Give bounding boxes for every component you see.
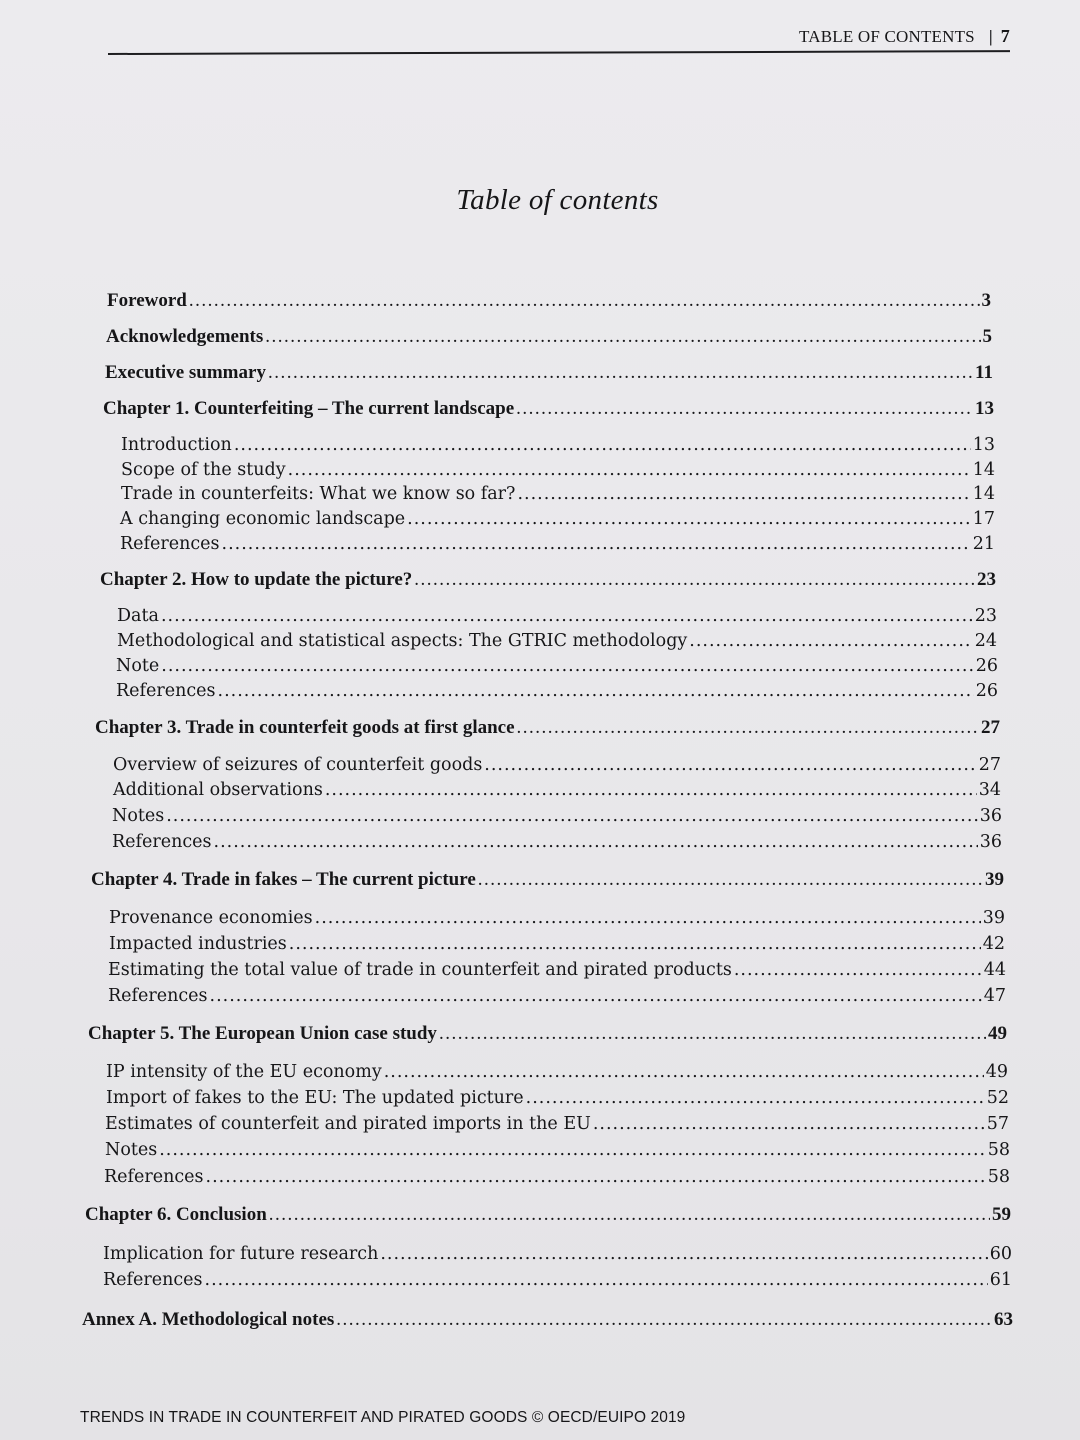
toc-entry-page: 52 [986,1088,1009,1108]
dot-leader [161,653,973,679]
toc-entry-page: 13 [972,435,995,455]
dot-leader [222,531,971,557]
toc-entry-page: 24 [974,631,997,651]
dot-leader [269,1202,990,1228]
dot-leader [325,777,977,803]
toc-section[interactable] [113,752,1001,778]
dot-leader [289,931,981,957]
toc-annex-a[interactable] [82,1307,1013,1333]
dot-leader [265,324,980,350]
toc-entry-label: Notes [105,1140,158,1160]
toc-section[interactable] [112,803,1002,829]
dot-leader [210,983,982,1009]
toc-entry-page: 36 [979,806,1002,826]
dot-leader [517,481,970,507]
page-title: Table of contents [456,184,659,216]
toc-section[interactable] [116,653,998,679]
toc-entry-page: 13 [975,398,994,419]
dot-leader [734,957,982,983]
dot-leader [268,360,973,386]
toc-entry-page: 63 [994,1309,1013,1330]
toc-entry-page: 58 [987,1167,1010,1187]
dot-leader [288,457,971,483]
running-head-section: TABLE OF CONTENTS [799,27,975,46]
toc-entry-page: 21 [972,534,995,554]
toc-section[interactable] [117,603,997,629]
running-head [799,26,1010,47]
toc-entry-page: 57 [986,1114,1009,1134]
toc-entry-page: 39 [982,908,1005,928]
toc-section[interactable] [113,777,1001,803]
toc-section[interactable] [103,1241,1012,1267]
toc-entry-page: 26 [975,681,998,701]
toc-entry-foreword[interactable] [107,288,991,314]
toc-entry-label: Executive summary [105,362,266,383]
toc-entry-label: Methodological and statistical aspects: The GTRIC methodology [117,631,688,651]
toc-entry-page: 60 [989,1244,1012,1264]
dot-leader [205,1267,988,1293]
toc-section[interactable] [116,678,998,704]
toc-entry-label: Estimates of counterfeit and pirated imports in the EU [105,1114,591,1134]
toc-entry-label: Foreword [107,290,187,311]
dot-leader [414,567,975,593]
dot-leader [526,1085,985,1111]
toc-entry-page: 58 [987,1140,1010,1160]
toc-entry-label: Notes [112,806,165,826]
dot-leader [234,432,971,458]
toc-entry-label: Impacted industries [109,934,287,954]
toc-section[interactable] [109,905,1005,931]
toc-entry-page: 23 [974,606,997,626]
dot-leader [159,1137,986,1163]
toc-chapter-4[interactable] [91,867,1004,893]
toc-entry-label: Chapter 1. Counterfeiting – The current landscape [103,398,515,419]
page-footer: TRENDS IN TRADE IN COUNTERFEIT AND PIRATED GOODS © OECD/EUIPO 2019 [80,1409,686,1426]
toc-entry-page: 61 [989,1270,1012,1290]
toc-section[interactable] [106,1059,1008,1085]
toc-entry-label: Acknowledgements [106,326,264,347]
toc-entry-page: 34 [978,780,1001,800]
dot-leader [516,396,973,422]
toc-section[interactable] [108,957,1006,983]
dot-leader [206,1164,986,1190]
toc-entry-label: Trade in counterfeits: What we know so far? [121,484,516,504]
toc-chapter-6[interactable] [85,1202,1011,1228]
toc-chapter-2[interactable] [100,567,996,593]
toc-entry-label: Chapter 6. Conclusion [85,1204,267,1225]
toc-section[interactable] [108,983,1006,1009]
toc-chapter-1[interactable] [103,396,994,422]
toc-entry-page: 49 [988,1023,1007,1044]
toc-entry-page: 39 [985,869,1004,890]
toc-entry-label: Chapter 5. The European Union case study [88,1023,437,1044]
dot-leader [593,1111,985,1137]
toc-entry-label: Introduction [121,435,232,455]
toc-section[interactable] [112,829,1002,855]
toc-entry-page: 3 [981,290,991,311]
toc-entry-label: Additional observations [113,780,323,800]
dot-leader [214,829,978,855]
toc-entry-label: References [112,832,212,852]
toc-entry-executive-summary[interactable] [105,360,993,386]
toc-entry-page: 23 [977,569,996,590]
toc-entry-page: 36 [979,832,1002,852]
running-head-separator: | [988,27,993,46]
toc-entry-label: References [104,1167,204,1187]
toc-section[interactable] [105,1137,1010,1163]
toc-entry-label: Scope of the study [121,460,286,480]
toc-section[interactable] [120,531,995,557]
toc-section[interactable] [106,1085,1009,1111]
toc-entry-page: 47 [983,986,1006,1006]
toc-entry-page: 5 [982,326,992,347]
toc-section[interactable] [120,506,995,532]
dot-leader [689,628,972,654]
toc-entry-page: 27 [978,755,1001,775]
toc-entry-acknowledgements[interactable] [106,324,992,350]
toc-section[interactable] [121,457,995,483]
toc-chapter-5[interactable] [88,1021,1007,1047]
toc-entry-page: 11 [975,362,993,383]
toc-entry-page: 27 [981,717,1000,738]
toc-entry-label: Provenance economies [109,908,313,928]
toc-entry-label: Chapter 2. How to update the picture? [100,569,413,590]
toc-entry-page: 59 [992,1204,1011,1225]
toc-entry-label: References [103,1270,203,1290]
dot-leader [380,1241,987,1267]
dot-leader [189,288,980,314]
toc-entry-label: References [120,534,220,554]
dot-leader [166,803,978,829]
toc-entry-label: Estimating the total value of trade in counterfeit and pirated products [108,960,732,980]
dot-leader [161,603,973,629]
toc-entry-page: 44 [983,960,1006,980]
toc-section[interactable] [121,481,995,507]
toc-entry-label: Data [117,606,159,626]
toc-section[interactable] [103,1267,1012,1293]
header-rule [108,50,1010,55]
toc-entry-label: Import of fakes to the EU: The updated picture [106,1088,524,1108]
dot-leader [407,506,971,532]
dot-leader [218,678,974,704]
toc-entry-label: Note [116,656,160,676]
toc-entry-page: 49 [985,1062,1008,1082]
toc-entry-label: IP intensity of the EU economy [106,1062,382,1082]
toc-section[interactable] [104,1164,1010,1190]
toc-entry-label: Chapter 4. Trade in fakes – The current picture [91,869,476,890]
toc-entry-label: Implication for future research [103,1244,379,1264]
toc-entry-page: 14 [972,460,995,480]
dot-leader [384,1059,984,1085]
toc-section[interactable] [121,432,995,458]
toc-section[interactable] [117,628,997,654]
dot-leader [315,905,981,931]
running-head-page-number: 7 [1000,26,1010,46]
toc-entry-label: Overview of seizures of counterfeit goods [113,755,483,775]
toc-entry-label: A changing economic landscape [120,509,406,529]
toc-entry-page: 26 [975,656,998,676]
toc-entry-label: Chapter 3. Trade in counterfeit goods at first glance [95,717,515,738]
toc-entry-page: 14 [972,484,995,504]
toc-entry-label: References [116,681,216,701]
dot-leader [439,1021,986,1047]
toc-entry-page: 17 [972,509,995,529]
toc-entry-page: 42 [982,934,1005,954]
dot-leader [484,752,976,778]
dot-leader [478,867,983,893]
toc-entry-label: References [108,986,208,1006]
toc-section[interactable] [109,931,1005,957]
toc-section[interactable] [105,1111,1009,1137]
dot-leader [336,1307,992,1333]
dot-leader [517,715,979,741]
toc-chapter-3[interactable] [95,715,1000,741]
toc-entry-label: Annex A. Methodological notes [82,1309,335,1330]
